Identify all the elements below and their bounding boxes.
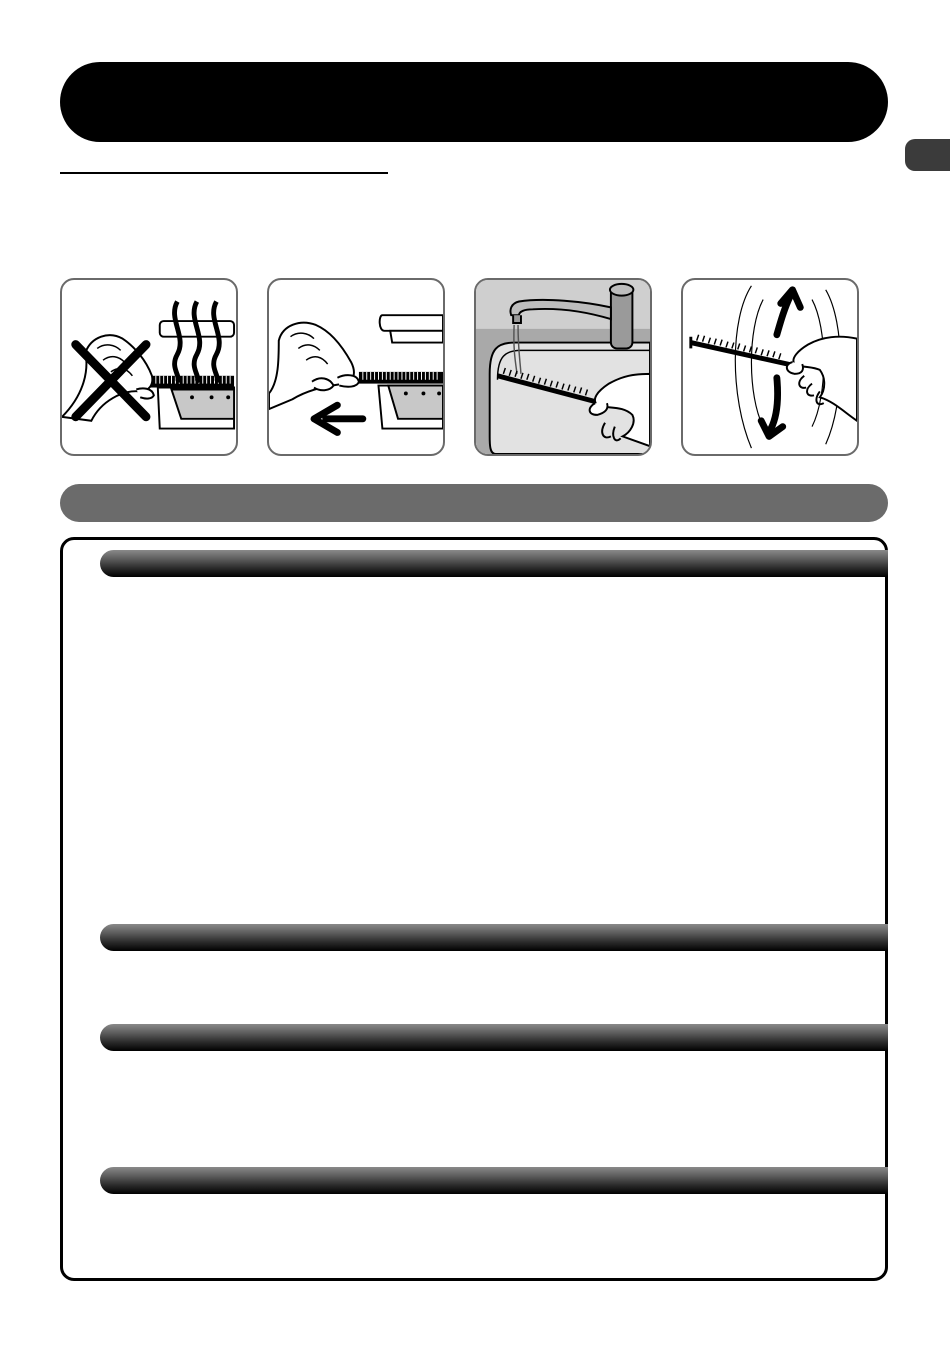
subsection-bar-3	[100, 1024, 888, 1051]
rinse-comb-under-tap-icon	[476, 280, 650, 454]
shake-comb-dry-icon	[683, 280, 857, 454]
remove-comb-icon	[269, 280, 443, 454]
chapter-tab	[905, 139, 950, 171]
subsection-bar-2	[100, 924, 888, 951]
illustration-panel-3	[474, 278, 652, 456]
subsection-bar-1	[100, 550, 888, 577]
title-banner	[60, 62, 888, 142]
crossed-out-hot-comb-icon	[62, 280, 236, 454]
illustration-panel-2	[267, 278, 445, 456]
subsection-bar-4	[100, 1167, 888, 1194]
illustration-panel-4	[681, 278, 859, 456]
section-heading-bar	[60, 484, 888, 522]
subtitle-underline	[60, 172, 388, 174]
illustration-panel-1	[60, 278, 238, 456]
